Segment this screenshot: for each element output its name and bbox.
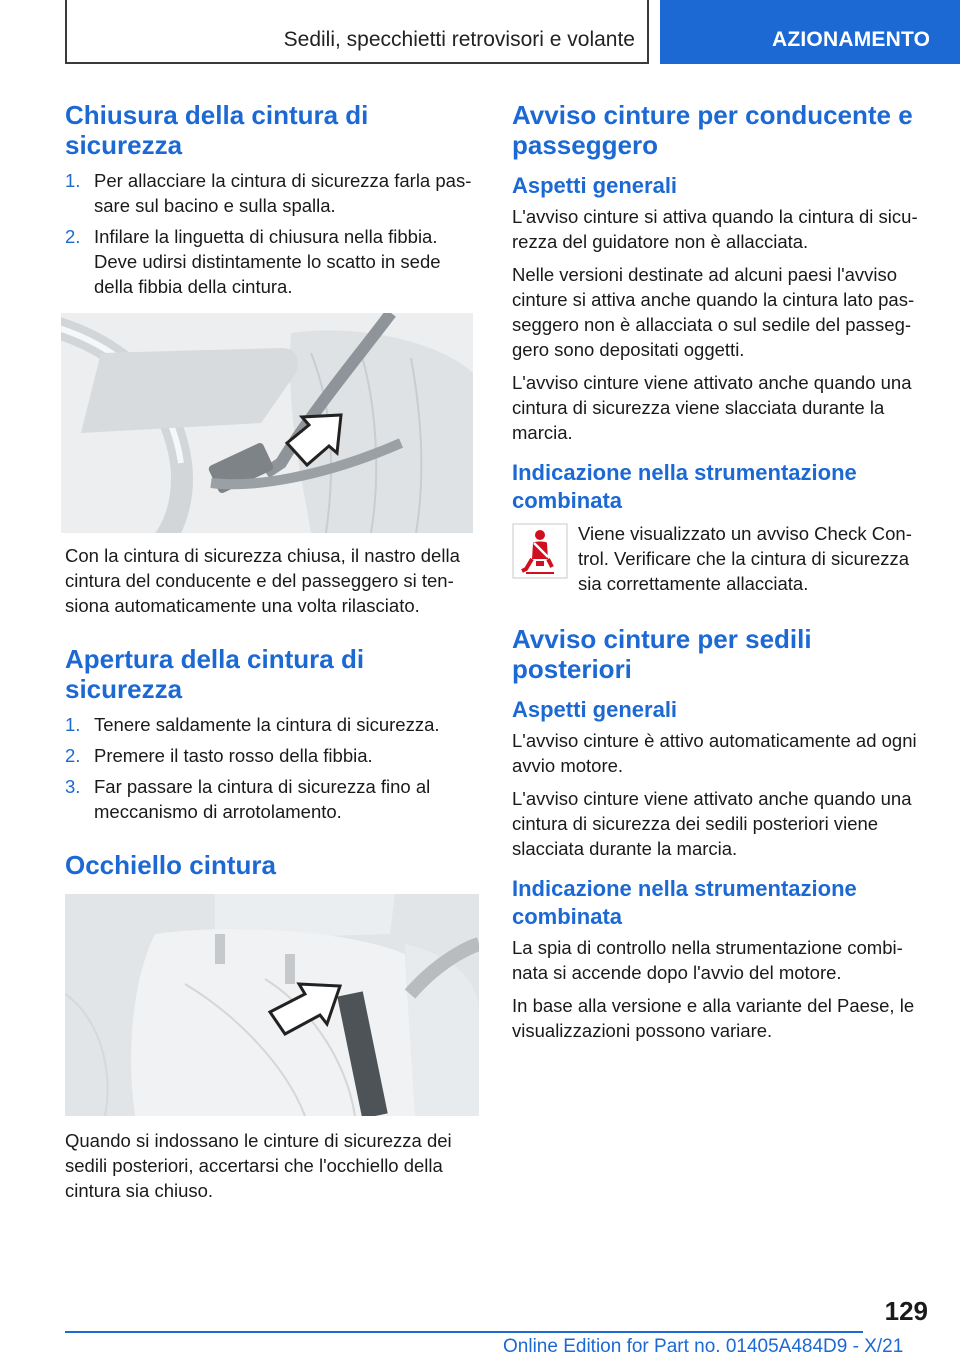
rear-general-title: Aspetti generali	[512, 697, 678, 722]
rear-warning-title: Avviso cinture per sedili posteriori	[512, 624, 812, 684]
rear-paragraph-2: L'avviso cinture viene attivato anche quando una cintura di sicurezza dei sedili posteriori viene slacciata durante la marcia.	[512, 788, 912, 859]
header-section-title: Sedili, specchietti retrovisori e volante	[283, 28, 635, 51]
front-display-title: Indicazione nella strumentazione combinata	[512, 460, 857, 513]
header-chapter-title: AZIONAMENTO	[772, 28, 931, 51]
front-general-title: Aspetti generali	[512, 173, 678, 198]
seatbelt-eyelet-figure	[65, 894, 479, 1116]
list-item: 3. Far passare la cintura di sicurezza fino al meccanismo di arrotolamento.	[65, 776, 431, 822]
left-column	[65, 100, 477, 1203]
page-number: 129	[884, 1296, 928, 1326]
header-chapter-tab	[660, 0, 960, 64]
rear-paragraph-3: La spia di controllo nella strumentazione combi-nata si accende dopo l'avvio del motore.	[512, 937, 903, 983]
front-paragraph-3: L'avviso cinture viene attivato anche quando una cintura di sicurezza viene slacciata durante la marcia.	[512, 372, 912, 443]
front-indicator-block	[512, 521, 930, 596]
list-item: 1. Tenere saldamente la cintura di sicurezza.	[65, 714, 440, 735]
rear-paragraph-1: L'avviso cinture è attivo automaticamente ad ogni avvio motore.	[512, 730, 917, 776]
header-section-box	[65, 0, 649, 64]
seatbelt-warning-icon	[512, 523, 568, 579]
front-warning-title: Avviso cinture per conducente e passeggero	[512, 100, 913, 160]
eyelet-caption: Quando si indossano le cinture di sicurezza dei sedili posteriori, accertarsi che l'occhiello della cintura sia chiuso.	[65, 1130, 452, 1201]
fasten-steps	[65, 168, 477, 299]
unfasten-steps	[65, 712, 477, 824]
list-item: 1. Per allacciare la cintura di sicurezza farla pas-sare sul bacino e sulla spalla.	[65, 170, 472, 216]
seatbelt-buckle-figure	[61, 313, 473, 533]
footer-edition: Online Edition for Part no. 01405A484D9 - X/21	[503, 1336, 904, 1357]
fasten-caption: Con la cintura di sicurezza chiusa, il nastro della cintura del conducente e del passeggero si ten-siona automaticamente una volta rilasciato.	[65, 545, 460, 616]
footer-divider	[65, 1331, 863, 1333]
right-column	[512, 100, 930, 1043]
list-item: 2. Infilare la linguetta di chiusura nella fibbia. Deve udirsi distintamente lo scatto in sede della fibbia della cintura.	[65, 226, 441, 297]
front-paragraph-2: Nelle versioni destinate ad alcuni paesi l'avviso cinture si attiva anche quando la cintura lato pas-seggero non è allacciata o sul sedile del passeg-gero sono depositati oggetti.	[512, 264, 915, 360]
front-display-text: Viene visualizzato un avviso Check Con-trol. Verificare che la cintura di sicurezza sia correttamente allacciata.	[578, 523, 912, 594]
rear-display-title: Indicazione nella strumentazione combinata	[512, 876, 857, 929]
fasten-title: Chiusura della cintura di sicurezza	[65, 100, 369, 160]
rear-paragraph-4: In base alla versione e alla variante del Paese, le visualizzazioni possono variare.	[512, 995, 915, 1041]
front-paragraph-1: L'avviso cinture si attiva quando la cintura di sicu-rezza del guidatore non è allacciata.	[512, 206, 918, 252]
unfasten-title: Apertura della cintura di sicurezza	[65, 644, 365, 704]
eyelet-title: Occhiello cintura	[65, 850, 276, 880]
list-item: 2. Premere il tasto rosso della fibbia.	[65, 745, 373, 766]
